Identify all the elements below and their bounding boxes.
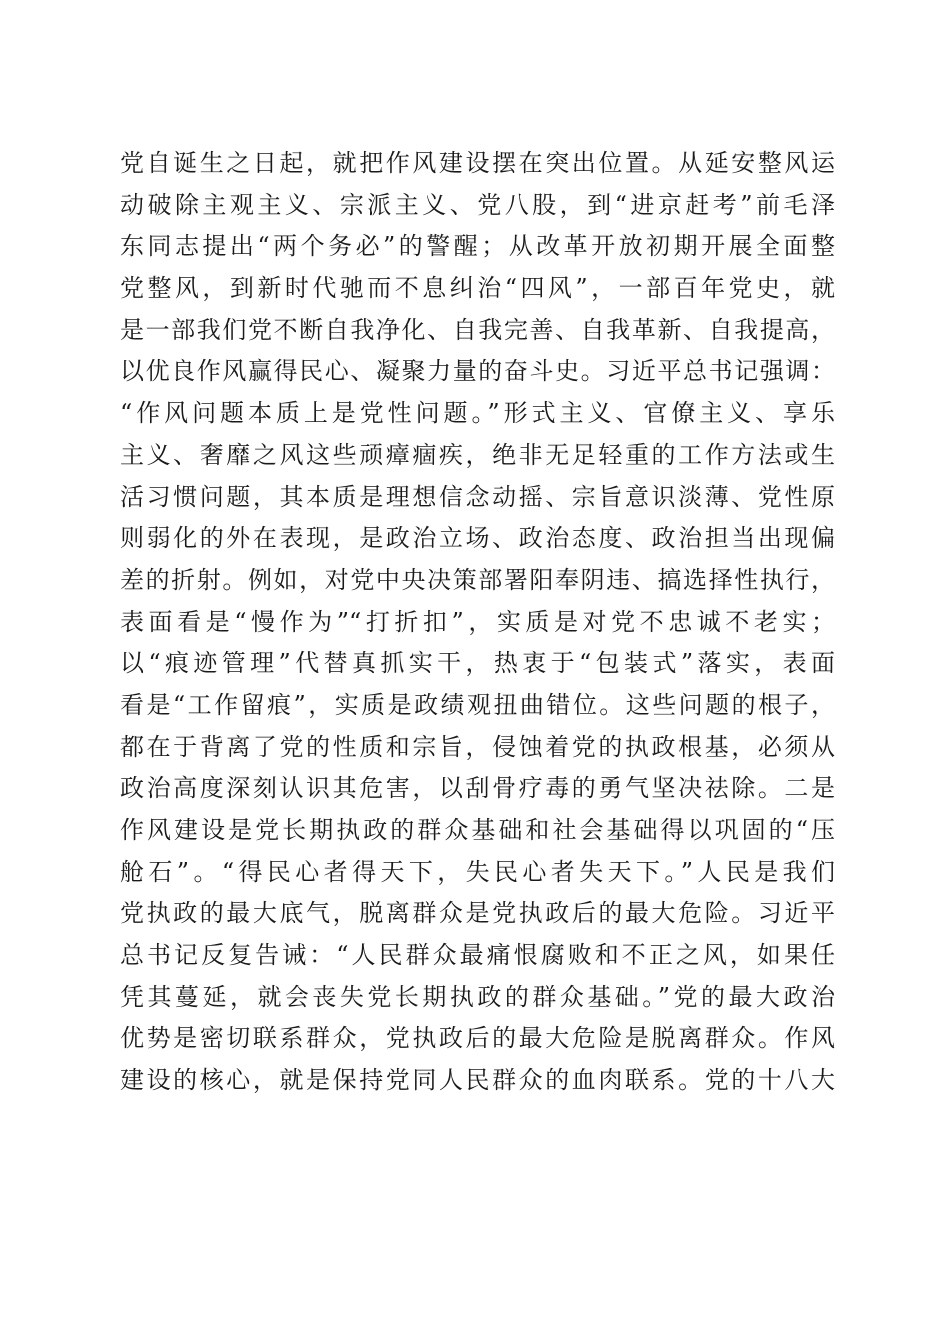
text-line: 看是“工作留痕”，实质是政绩观扭曲错位。这些问题的根子， [120,690,835,719]
text-line: 总书记反复告诫：“人民群众最痛恨腐败和不正之风，如果任 [120,941,835,970]
text-line: 是一部我们党不断自我净化、自我完善、自我革新、自我提高， [120,315,835,344]
text-line: 东同志提出“两个务必”的警醒；从改革开放初期开展全面整 [120,232,835,261]
text-line: 活习惯问题，其本质是理想信念动摇、宗旨意识淡薄、党性原 [120,482,835,511]
text-line: 以优良作风赢得民心、凝聚力量的奋斗史。习近平总书记强调： [120,357,835,386]
text-line: 优势是密切联系群众，党执政后的最大危险是脱离群众。作风 [120,1024,835,1053]
text-line: 舱石”。“得民心者得天下，失民心者失天下。”人民是我们 [120,857,835,886]
text-line: 主义、奢靡之风这些顽瘴痼疾，绝非无足轻重的工作方法或生 [120,440,835,469]
text-line: 差的折射。例如，对党中央决策部署阳奉阴违、搞选择性执行， [120,565,835,594]
text-line: 党自诞生之日起，就把作风建设摆在突出位置。从延安整风运 [120,149,835,177]
text-line: 则弱化的外在表现，是政治立场、政治态度、政治担当出现偏 [120,524,835,553]
text-line: 建设的核心，就是保持党同人民群众的血肉联系。党的十八大 [120,1066,835,1095]
text-line: 都在于背离了党的性质和宗旨，侵蚀着党的执政根基，必须从 [120,732,835,761]
text-line: “作风问题本质上是党性问题。”形式主义、官僚主义、享乐 [120,399,835,428]
text-line: 动破除主观主义、宗派主义、党八股，到“进京赶考”前毛泽 [120,190,835,219]
body-paragraph [120,143,835,1102]
text-line: 以“痕迹管理”代替真抓实干，热衷于“包装式”落实，表面 [120,649,835,678]
text-line: 凭其蔓延，就会丧失党长期执政的群众基础。”党的最大政治 [120,982,835,1011]
text-line: 党整风，到新时代驰而不息纠治“四风”，一部百年党史，就 [120,274,835,303]
text-line: 党执政的最大底气，脱离群众是党执政后的最大危险。习近平 [120,899,835,928]
text-line: 表面看是“慢作为”“打折扣”，实质是对党不忠诚不老实； [120,607,835,636]
text-line: 作风建设是党长期执政的群众基础和社会基础得以巩固的“压 [120,816,835,844]
text-line: 政治高度深刻认识其危害，以刮骨疗毒的勇气坚决祛除。二是 [120,774,835,803]
